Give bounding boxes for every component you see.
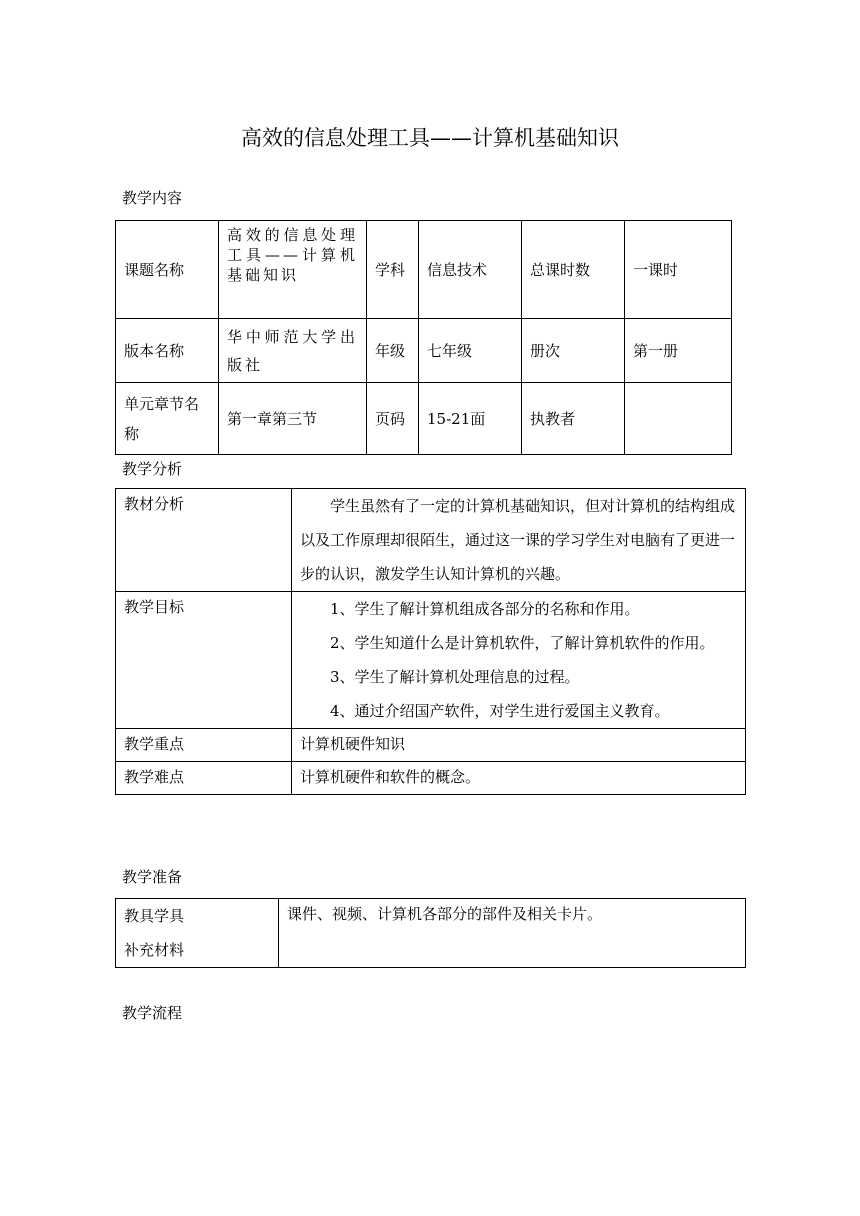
section-heading-analysis: 教学分析 — [122, 460, 183, 478]
document-title: 高效的信息处理工具——计算机基础知识 — [241, 126, 619, 150]
table-row — [116, 383, 732, 455]
teacher-value — [625, 383, 732, 455]
volume-value: 第一册 — [625, 319, 732, 383]
teacher-label: 执教者 — [522, 383, 625, 455]
materials-label: 补充材料 — [124, 941, 185, 959]
material-analysis-label: 教材分析 — [116, 489, 292, 592]
table-row — [116, 489, 746, 592]
objective-item: 1、学生了解计算机组成各部分的名称和作用。 — [330, 600, 640, 618]
preparation-table — [115, 898, 746, 968]
table-row — [116, 221, 732, 319]
objective-item: 4、通过介绍国产软件，对学生进行爱国主义教育。 — [330, 702, 670, 720]
table-row — [116, 592, 746, 729]
objectives-label: 教学目标 — [116, 592, 292, 729]
table-row — [116, 319, 732, 383]
key-point-label: 教学重点 — [116, 729, 292, 762]
page-value: 15-21面 — [419, 383, 522, 455]
section-heading-process: 教学流程 — [122, 1004, 183, 1022]
section-heading-preparation: 教学准备 — [122, 868, 183, 886]
difficulty-text: 计算机硬件和软件的概念。 — [292, 762, 746, 795]
table-row — [116, 729, 746, 762]
course-name-value: 高效的信息处理工具——计算机基础知识 — [219, 221, 367, 319]
difficulty-label: 教学难点 — [116, 762, 292, 795]
grade-value: 七年级 — [419, 319, 522, 383]
material-analysis-text: 学生虽然有了一定的计算机基础知识，但对计算机的结构组成以及工作原理却很陌生，通过这一课的学习学生对电脑有了更进一步的认识，激发学生认知计算机的兴趣。 — [300, 497, 736, 583]
edition-value: 华中师范大学出版社 — [219, 319, 367, 383]
page-label: 页码 — [367, 383, 419, 455]
objective-item: 3、学生了解计算机处理信息的过程。 — [330, 668, 580, 686]
subject-value: 信息技术 — [419, 221, 522, 319]
key-point-text: 计算机硬件知识 — [292, 729, 746, 762]
table-row — [116, 899, 746, 968]
content-table — [115, 220, 732, 455]
section-heading-content: 教学内容 — [122, 189, 183, 207]
table-row — [116, 762, 746, 795]
edition-label: 版本名称 — [116, 319, 219, 383]
unit-value: 第一章第三节 — [219, 383, 367, 455]
subject-label: 学科 — [367, 221, 419, 319]
tools-text: 课件、视频、计算机各部分的部件及相关卡片。 — [279, 899, 746, 968]
total-hours-label: 总课时数 — [522, 221, 625, 319]
volume-label: 册次 — [522, 319, 625, 383]
grade-label: 年级 — [367, 319, 419, 383]
total-hours-value: 一课时 — [625, 221, 732, 319]
tools-label: 教具学具 — [124, 907, 185, 925]
analysis-table — [115, 488, 746, 795]
course-name-label: 课题名称 — [116, 221, 219, 319]
objective-item: 2、学生知道什么是计算机软件，了解计算机软件的作用。 — [330, 634, 715, 652]
unit-label: 单元章节名称 — [116, 383, 219, 455]
